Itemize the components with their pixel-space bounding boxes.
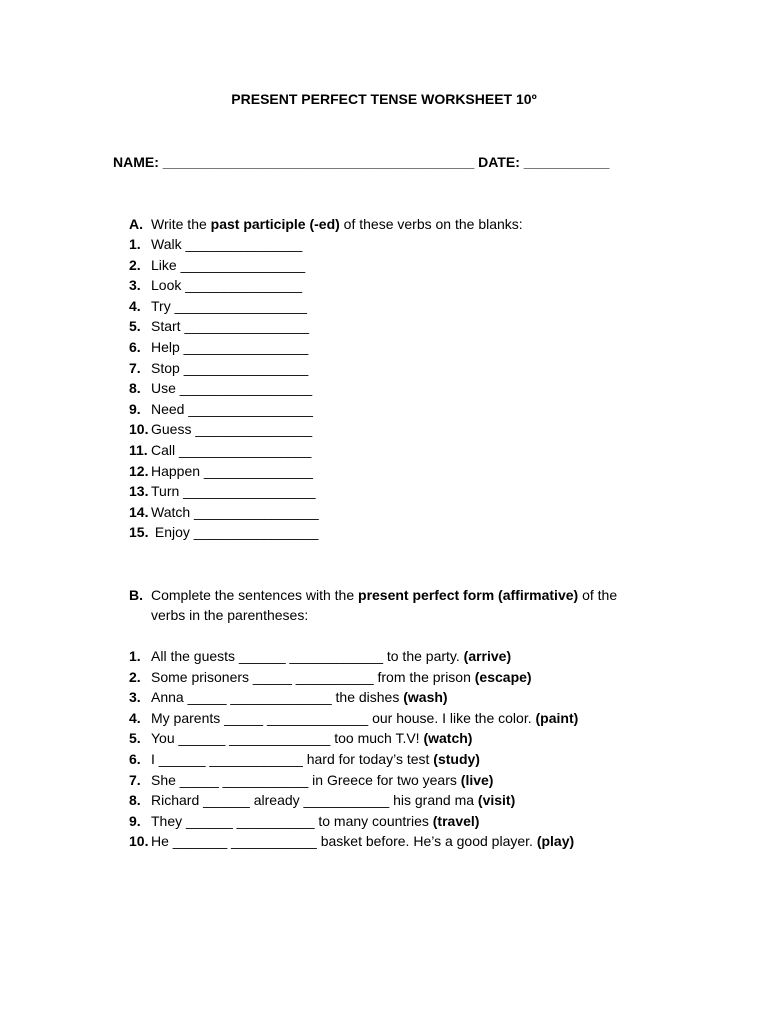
item-verb: (escape) bbox=[474, 668, 532, 685]
item-number: 1. bbox=[129, 648, 141, 664]
name-blank: ________________________________________ bbox=[162, 154, 475, 170]
date-blank: ___________ bbox=[523, 154, 610, 170]
item-number: 9. bbox=[129, 812, 141, 829]
item-text: Try _________________ bbox=[151, 297, 307, 314]
item-text: They ______ __________ to many countries bbox=[151, 812, 433, 829]
item-text: Like ________________ bbox=[151, 256, 306, 273]
section-a-text-pre: Write the bbox=[151, 216, 211, 232]
list-item bbox=[129, 667, 578, 688]
item-number: 15. bbox=[129, 524, 149, 541]
item-verb: (play) bbox=[536, 833, 575, 850]
item-number: 4. bbox=[129, 297, 141, 314]
list-item bbox=[129, 399, 319, 420]
item-text: Some prisoners _____ __________ from the prison bbox=[151, 668, 475, 685]
item-number: 3. bbox=[129, 689, 141, 706]
item-number: 7. bbox=[129, 771, 141, 788]
item-verb: (travel) bbox=[432, 812, 480, 829]
item-number: 3. bbox=[129, 277, 141, 294]
date-label: DATE: bbox=[478, 154, 520, 170]
name-date-line bbox=[113, 154, 609, 170]
item-verb: (paint) bbox=[535, 709, 579, 726]
item-verb: (arrive) bbox=[463, 648, 512, 664]
item-text: Guess _______________ bbox=[151, 421, 313, 438]
item-text: Richard ______ already ___________ his grand ma bbox=[151, 792, 478, 809]
section-a-list bbox=[129, 234, 319, 543]
item-number: 6. bbox=[129, 750, 141, 767]
item-text: Enjoy ________________ bbox=[151, 524, 319, 541]
list-item bbox=[129, 337, 319, 358]
item-verb: (study) bbox=[433, 750, 480, 767]
list-item bbox=[129, 708, 578, 729]
item-number: 13. bbox=[129, 483, 149, 500]
item-number: 1. bbox=[129, 236, 141, 252]
list-item bbox=[129, 316, 319, 337]
item-text: All the guests ______ ____________ to the party. bbox=[151, 648, 464, 664]
list-item bbox=[129, 234, 319, 255]
list-item bbox=[129, 646, 578, 667]
item-number: 9. bbox=[129, 400, 141, 417]
list-item bbox=[129, 296, 319, 317]
item-text: Need ________________ bbox=[151, 400, 313, 417]
section-b-text-post: of the bbox=[578, 587, 618, 603]
section-b-instruction-line2: verbs in the parentheses: bbox=[151, 607, 309, 623]
item-verb: (live) bbox=[460, 771, 494, 788]
list-item bbox=[129, 770, 578, 791]
list-item bbox=[129, 790, 578, 811]
item-text: He _______ ___________ basket before. He’s a good player. bbox=[151, 833, 537, 850]
item-number: 10. bbox=[129, 421, 149, 438]
section-b-label: B. bbox=[129, 587, 143, 603]
item-number: 7. bbox=[129, 359, 141, 376]
item-verb: (wash) bbox=[403, 689, 448, 706]
item-text: Help ________________ bbox=[151, 338, 309, 355]
item-number: 8. bbox=[129, 792, 141, 809]
section-a-text-post: of these verbs on the blanks: bbox=[339, 216, 523, 232]
item-text: Walk _______________ bbox=[151, 236, 303, 252]
item-text: Call _________________ bbox=[151, 441, 312, 458]
list-item bbox=[129, 440, 319, 461]
item-text: Look _______________ bbox=[151, 277, 303, 294]
list-item bbox=[129, 749, 578, 770]
list-item bbox=[129, 419, 319, 440]
item-number: 5. bbox=[129, 318, 141, 335]
list-item bbox=[129, 831, 578, 852]
item-text: She _____ ___________ in Greece for two years bbox=[151, 771, 461, 788]
list-item bbox=[129, 728, 578, 749]
section-b-text-bold: present perfect form (affirmative) bbox=[358, 587, 579, 603]
name-label: NAME: bbox=[113, 154, 159, 170]
item-text: Watch ________________ bbox=[151, 503, 319, 520]
item-number: 12. bbox=[129, 462, 149, 479]
item-number: 6. bbox=[129, 338, 141, 355]
section-b-instruction bbox=[129, 585, 617, 605]
worksheet-title: PRESENT PERFECT TENSE WORKSHEET 10º bbox=[231, 91, 537, 107]
item-text: Turn _________________ bbox=[151, 483, 316, 500]
list-item bbox=[129, 481, 319, 502]
section-a-instruction bbox=[129, 214, 523, 234]
section-a-label: A. bbox=[129, 216, 143, 232]
section-a-text-bold: past participle (-ed) bbox=[210, 216, 340, 232]
item-number: 5. bbox=[129, 730, 141, 747]
item-text: You ______ _____________ too much T.V! bbox=[151, 730, 424, 747]
item-number: 2. bbox=[129, 256, 141, 273]
list-item bbox=[129, 522, 319, 543]
item-text: Anna _____ _____________ the dishes bbox=[151, 689, 404, 706]
list-item bbox=[129, 461, 319, 482]
list-item bbox=[129, 378, 319, 399]
list-item bbox=[129, 358, 319, 379]
item-number: 14. bbox=[129, 503, 149, 520]
section-b-text-pre: Complete the sentences with the bbox=[151, 587, 359, 603]
item-text: Start ________________ bbox=[151, 318, 310, 335]
item-text: My parents _____ _____________ our house. I like the color. bbox=[151, 709, 536, 726]
item-text: I ______ ____________ hard for today’s test bbox=[151, 750, 434, 767]
item-number: 10. bbox=[129, 833, 149, 850]
item-number: 11. bbox=[129, 441, 148, 458]
item-number: 4. bbox=[129, 709, 141, 726]
item-text: Happen ______________ bbox=[151, 462, 313, 479]
item-text: Stop ________________ bbox=[151, 359, 309, 376]
item-number: 2. bbox=[129, 668, 141, 685]
list-item bbox=[129, 811, 578, 832]
list-item bbox=[129, 255, 319, 276]
list-item bbox=[129, 687, 578, 708]
item-verb: (visit) bbox=[477, 792, 516, 809]
section-b-list bbox=[129, 646, 578, 852]
item-text: Use _________________ bbox=[151, 380, 313, 397]
item-number: 8. bbox=[129, 380, 141, 397]
item-verb: (watch) bbox=[423, 730, 473, 747]
list-item bbox=[129, 275, 319, 296]
list-item bbox=[129, 502, 319, 523]
